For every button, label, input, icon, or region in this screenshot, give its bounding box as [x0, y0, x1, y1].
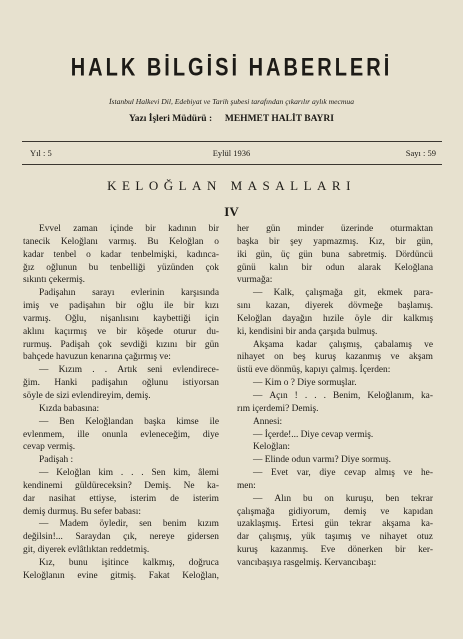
text-line: vancıbaşıya rasgelmiş. Kervancıbaşı: [237, 557, 377, 568]
text-line: varmış. Oğlu, nişanlısını kaybettiği için [23, 313, 219, 324]
text-line: — Evet var, diye cevap almış ve he- [253, 468, 433, 479]
article-series-title: KELOĞLAN MASALLARI [107, 178, 356, 193]
left-text-column [23, 223, 219, 583]
masthead-title: HALK BİLGİSİ HABERLERİ [70, 54, 393, 82]
text-line: bahçede havuzun kenarına çağırmış ve: [23, 352, 171, 363]
text-line: — Kızım . . Artık seni evlendirece- [39, 365, 219, 376]
right-text-column [237, 223, 433, 570]
text-line: nihayet on beş kuruş kazanmış ve akşam [237, 352, 433, 363]
issue-date: Eylül 1936 [212, 148, 251, 158]
text-line: Keloğlan: [253, 442, 290, 453]
text-line: — Açın ! . . . Benim, Keloğlanım, ka- [253, 390, 433, 401]
editor-label: Yazı İşleri Müdürü : [129, 114, 213, 124]
text-line: sıkıntı çekermiş. [23, 275, 85, 286]
text-line: demiş durmuş. Bu sefer babası: [23, 506, 141, 517]
text-line: Padişah : [39, 455, 74, 466]
text-line: günü kalın bir odun alarak Keloğlana [237, 262, 433, 273]
issue-year: Yıl : 5 [30, 148, 52, 158]
text-line: Annesi: [253, 416, 283, 427]
text-line: Kız, bunu işitince kalkmış, doğruca [39, 557, 219, 568]
editor-line [0, 114, 463, 124]
article-part-number: IV [224, 204, 239, 219]
text-line: — Ben Keloğlandan başka kimse ile [39, 416, 219, 427]
text-line: git, diyerek evlâtlıktan reddetmiş. [23, 545, 150, 556]
text-line: uzaklaşmış. Ertesi gün tekrar akşama ka- [237, 519, 433, 530]
text-line: — Kalk, çalışmağa git, ekmek para- [253, 288, 433, 299]
text-line: rım içerdemi? Demiş. [237, 403, 319, 414]
issue-number: Sayı : 59 [405, 148, 436, 158]
text-line: söyle de sizi evlendireyim, demiş. [23, 390, 151, 401]
text-line: Evvel zaman içinde bir kadının bir [39, 224, 219, 234]
text-line: kadar tenbel o kadar tenbelmişki, kadınca- [23, 249, 219, 260]
text-line: — İçerde!... Diye cevap vermiş. [253, 429, 374, 440]
text-line: imiş ve padişahın bir oğlu ile bir kızı [23, 301, 219, 312]
text-line: çalışmağa gidiyorum, demiş ve kapıdan [237, 506, 433, 517]
top-divider [22, 141, 442, 142]
text-line: her gün minder üzerinde oturmaktan [237, 224, 433, 234]
text-line: cevap vermiş. [23, 442, 76, 453]
text-line: — Elinde odun varmı? Diye sormuş. [253, 455, 391, 466]
text-line: Kızda babasına: [39, 403, 100, 414]
text-line: dar nasihat ettiyse, isterim de isterim [23, 493, 219, 504]
text-line: iki gün, üç gün buna sabretmiş. Dördüncü [237, 249, 433, 260]
text-line: üstü eve dönmüş, kapıyı çalmış. İçerden: [237, 365, 391, 376]
text-line: Padişahın sarayı evlerinin karşısında [39, 288, 219, 299]
text-line: vurmağa: [237, 275, 273, 286]
text-line: Keloğlanın evine gitmiş. Fakat Keloğlan, [23, 570, 219, 581]
text-line: — Madem öyledir, sen benim kızım [39, 519, 219, 530]
text-line: ki, kendisini bir anda çarşıda bulmuş. [237, 326, 378, 337]
text-line: — Keloğlan kim . . . Sen kim, âlemi [39, 468, 219, 479]
text-line: aklını kaçırmış ve bir köşede oturur du- [23, 326, 219, 337]
text-line: başka bir şey yapmazmış. Kız, bir gün, [237, 236, 433, 247]
text-line: — Kim o ? Diye sormuşlar. [253, 378, 357, 389]
text-line: tanecik Keloğlanı varmış. Bu Keloğlan o [23, 236, 219, 247]
text-line: — Alın bu on kuruşu, ben tekrar [253, 493, 433, 504]
masthead-subtitle: İstanbul Halkevi Dil, Edebiyat ve Tarih şubesi tarafından çıkarılır aylık mecmua [108, 97, 354, 106]
bottom-divider [22, 164, 442, 165]
text-line: kendinemi güldüreceksin? Demiş. Ne ka- [23, 480, 219, 491]
text-line: değilsin!... Saraydan çık, nereye gidersen [23, 532, 219, 543]
text-line: sını kazan, diyerek dövmeğe başlamış. [237, 301, 433, 312]
text-line: men: [237, 480, 256, 491]
text-line: dar çalışmış, yük taşımış ve nihayet otuz [237, 532, 433, 543]
editor-name: MEHMET HALİT BAYRI [224, 114, 334, 124]
text-line: Akşama kadar çalışmış, çabalamış ve [253, 339, 433, 350]
text-line: kuruş kazanmış. Eve dönerken bir ker- [237, 545, 433, 556]
text-line: rurmuş. Padişah çok sevdiği kızını bir gün [23, 339, 219, 350]
text-line: Keloğlan dayağın hızile öyle dir kalkmış [237, 313, 433, 324]
text-line: ğız oğlunun bu tenbelliği yüzünden çok [23, 262, 219, 273]
text-line: ğim. Hanki padişahın oğlunu istiyorsan [23, 378, 219, 389]
text-line: evlenmem, ille onunla evleneceğim, diye [23, 429, 219, 440]
